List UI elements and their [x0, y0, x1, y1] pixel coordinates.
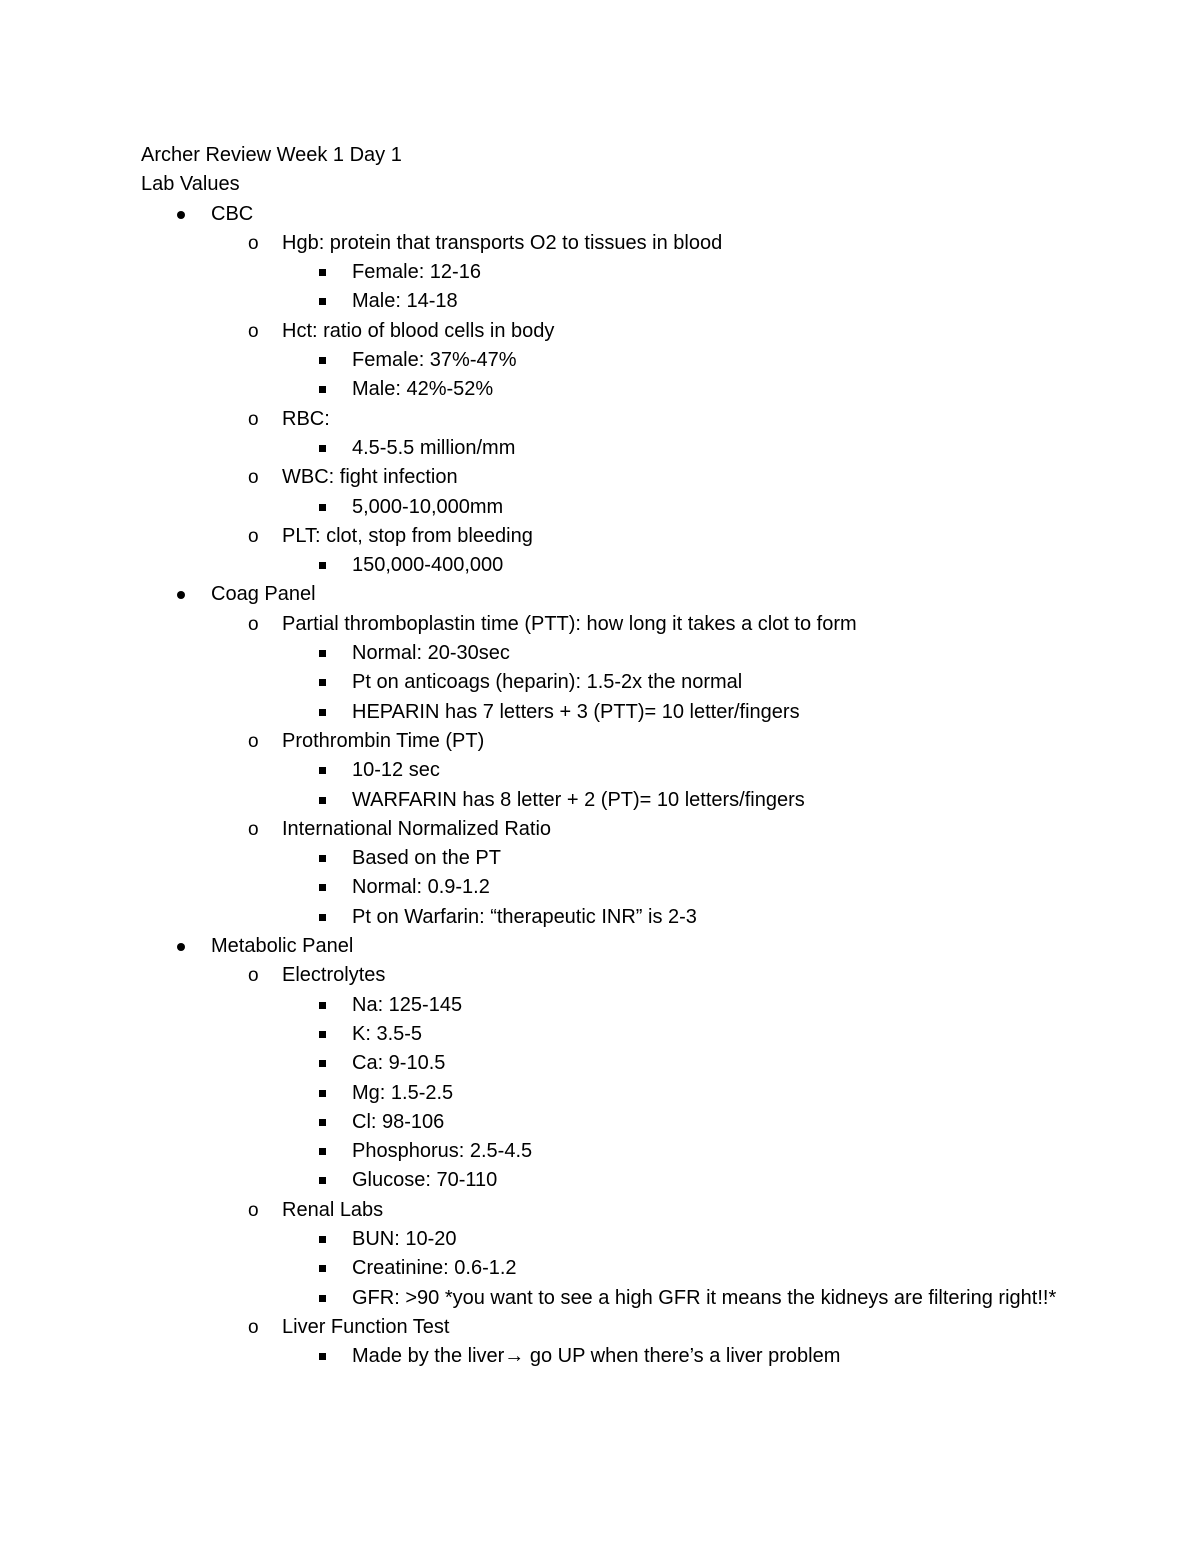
point-text: K: 3.5-5 [352, 1022, 423, 1045]
outline-item [141, 961, 1061, 990]
point-text: Normal: 0.9-1.2 [352, 876, 490, 899]
section-label: Metabolic Panel [211, 935, 354, 958]
document-subtitle: Lab Values [141, 173, 240, 196]
bullet-circle-icon: o [248, 525, 259, 547]
outline-point [141, 639, 1061, 668]
bullet-square-icon [319, 650, 326, 657]
outline-point [141, 1049, 1061, 1078]
point-text: Creatinine: 0.6-1.2 [352, 1257, 517, 1280]
point-text: Made by the liver→ go UP when there’s a liver problem [352, 1345, 841, 1368]
point-text: 4.5-5.5 million/mm [352, 436, 516, 459]
outline-item [141, 1196, 1061, 1225]
outline-item [141, 727, 1061, 756]
outline-point [141, 346, 1061, 375]
bullet-circle-icon: o [248, 613, 259, 635]
bullet-circle-icon: o [248, 730, 259, 752]
point-text: Female: 37%-47% [352, 349, 517, 372]
outline-point [141, 258, 1061, 287]
document-body [141, 141, 1061, 1371]
outline-point [141, 1079, 1061, 1108]
bullet-square-icon [319, 357, 326, 364]
item-label: Liver Function Test [282, 1315, 450, 1338]
point-text: Male: 42%-52% [352, 378, 494, 401]
outline-point [141, 1108, 1061, 1137]
outline-list [141, 200, 1061, 1372]
section-label: CBC [211, 202, 254, 225]
item-label: Electrolytes [282, 964, 386, 987]
outline-point [141, 1342, 1061, 1371]
section-heading [141, 932, 1061, 961]
outline-point [141, 756, 1061, 785]
outline-item [141, 522, 1061, 551]
section-heading [141, 580, 1061, 609]
point-text: Mg: 1.5-2.5 [352, 1081, 454, 1104]
outline-point [141, 1254, 1061, 1283]
point-text: Pt on Warfarin: “therapeutic INR” is 2-3 [352, 905, 697, 928]
bullet-square-icon [319, 1148, 326, 1155]
bullet-square-icon [319, 269, 326, 276]
point-text: Cl: 98-106 [352, 1110, 445, 1133]
outline-point [141, 1020, 1061, 1049]
item-label: Prothrombin Time (PT) [282, 729, 485, 752]
bullet-square-icon [319, 1353, 326, 1360]
bullet-square-icon [319, 1090, 326, 1097]
outline-point [141, 375, 1061, 404]
point-text: 10-12 sec [352, 759, 440, 782]
point-text: Pt on anticoags (heparin): 1.5-2x the normal [352, 671, 743, 694]
outline-point [141, 1166, 1061, 1195]
bullet-square-icon [319, 797, 326, 804]
bullet-circle-icon: o [248, 818, 259, 840]
item-label: PLT: clot, stop from bleeding [282, 524, 533, 547]
point-text: Female: 12-16 [352, 261, 481, 284]
point-text: GFR: >90 *you want to see a high GFR it means the kidneys are filtering right!!* [352, 1286, 1057, 1309]
outline-item [141, 610, 1061, 639]
bullet-disc-icon [177, 591, 185, 599]
outline-point [141, 668, 1061, 697]
outline-point [141, 698, 1061, 727]
bullet-square-icon [319, 884, 326, 891]
point-text: BUN: 10-20 [352, 1227, 457, 1250]
section-label: Coag Panel [211, 583, 316, 606]
bullet-square-icon [319, 679, 326, 686]
bullet-square-icon [319, 767, 326, 774]
bullet-square-icon [319, 1060, 326, 1067]
item-label: RBC: [282, 407, 330, 430]
point-text: Ca: 9-10.5 [352, 1052, 446, 1075]
outline-point [141, 903, 1061, 932]
bullet-square-icon [319, 1177, 326, 1184]
bullet-circle-icon: o [248, 232, 259, 254]
point-text: Phosphorus: 2.5-4.5 [352, 1140, 533, 1163]
point-text: Male: 14-18 [352, 290, 458, 313]
item-label: Hct: ratio of blood cells in body [282, 319, 555, 342]
bullet-circle-icon: o [248, 1316, 259, 1338]
outline-point [141, 786, 1061, 815]
bullet-square-icon [319, 1031, 326, 1038]
bullet-circle-icon: o [248, 965, 259, 987]
bullet-square-icon [319, 1295, 326, 1302]
outline-point [141, 873, 1061, 902]
bullet-disc-icon [177, 943, 185, 951]
bullet-square-icon [319, 386, 326, 393]
bullet-square-icon [319, 562, 326, 569]
point-text: Na: 125-145 [352, 993, 463, 1016]
item-label: WBC: fight infection [282, 466, 458, 489]
outline-point [141, 1225, 1061, 1254]
outline-item [141, 405, 1061, 434]
outline-item [141, 463, 1061, 492]
bullet-disc-icon [177, 211, 185, 219]
section-heading [141, 200, 1061, 229]
outline-point [141, 287, 1061, 316]
bullet-square-icon [319, 504, 326, 511]
bullet-square-icon [319, 1119, 326, 1126]
outline-point [141, 844, 1061, 873]
bullet-square-icon [319, 709, 326, 716]
outline-item [141, 815, 1061, 844]
outline-item [141, 1313, 1061, 1342]
bullet-square-icon [319, 1002, 326, 1009]
bullet-square-icon [319, 914, 326, 921]
point-text: WARFARIN has 8 letter + 2 (PT)= 10 letters/fingers [352, 788, 805, 811]
item-label: Hgb: protein that transports O2 to tissues in blood [282, 231, 723, 254]
point-text: HEPARIN has 7 letters + 3 (PTT)= 10 letter/fingers [352, 700, 800, 723]
bullet-circle-icon: o [248, 467, 259, 489]
point-text: 150,000-400,000 [352, 554, 504, 577]
bullet-square-icon [319, 298, 326, 305]
bullet-circle-icon: o [248, 1199, 259, 1221]
point-text: Glucose: 70-110 [352, 1169, 498, 1192]
document-title: Archer Review Week 1 Day 1 [141, 144, 402, 166]
outline-point [141, 493, 1061, 522]
bullet-square-icon [319, 1265, 326, 1272]
bullet-circle-icon: o [248, 320, 259, 342]
point-text: Based on the PT [352, 847, 501, 870]
outline-point [141, 434, 1061, 463]
bullet-circle-icon: o [248, 408, 259, 430]
bullet-square-icon [319, 1236, 326, 1243]
outline-item [141, 317, 1061, 346]
item-label: Renal Labs [282, 1198, 384, 1221]
point-text: 5,000-10,000mm [352, 495, 504, 518]
bullet-square-icon [319, 855, 326, 862]
bullet-square-icon [319, 445, 326, 452]
outline-point [141, 991, 1061, 1020]
outline-point [141, 1137, 1061, 1166]
outline-point [141, 1284, 1061, 1313]
outline-item [141, 229, 1061, 258]
point-text: Normal: 20-30sec [352, 642, 510, 665]
outline-point [141, 551, 1061, 580]
item-label: Partial thromboplastin time (PTT): how long it takes a clot to form [282, 612, 857, 635]
item-label: International Normalized Ratio [282, 817, 552, 840]
